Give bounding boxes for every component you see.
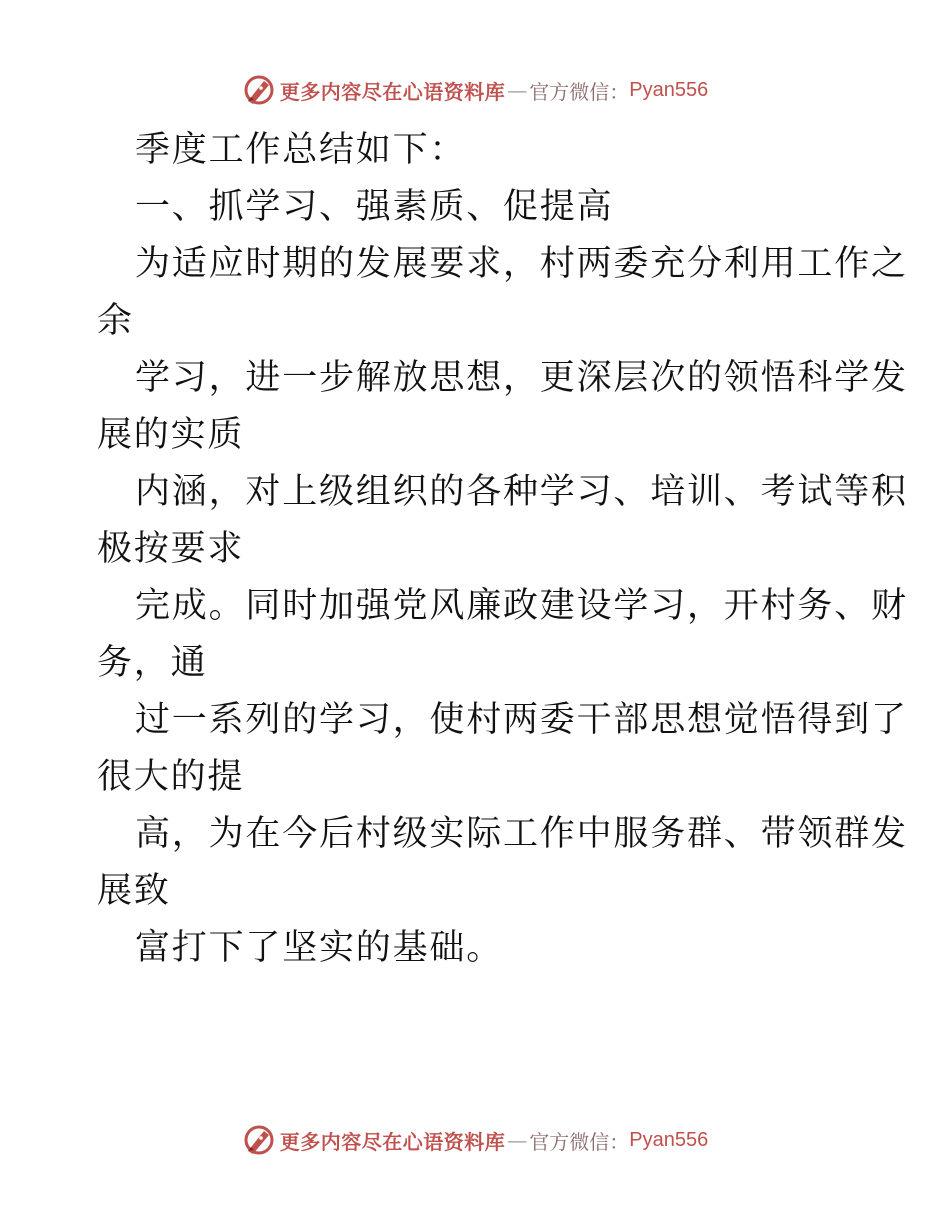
body-line: 过一系列的学习，使村两委干部思想觉悟得到了 <box>135 700 908 740</box>
footer-banner-content[interactable] <box>242 1123 708 1157</box>
body-line: 季度工作总结如下： <box>135 130 467 170</box>
body-line: 展致 <box>97 871 171 911</box>
header-banner <box>0 70 950 110</box>
banner-wechat-id: Pyan556 <box>629 1128 709 1151</box>
banner-wechat-label: 官方微信： <box>529 1129 630 1154</box>
body-line: 内涵，对上级组织的各种学习、培训、考试等积 <box>135 472 908 512</box>
banner-wechat-label: 官方微信： <box>529 79 630 104</box>
body-line: 富打下了坚实的基础。 <box>135 928 504 968</box>
pen-logo-icon <box>242 73 276 107</box>
body-line: 为适应时期的发展要求，村两委充分利用工作之 <box>135 244 908 284</box>
banner-wechat-id: Pyan556 <box>629 78 709 101</box>
pen-logo-icon <box>242 1123 276 1157</box>
body-line: 完成。同时加强党风廉政建设学习，开村务、财 <box>135 586 908 626</box>
document-body <box>97 122 908 977</box>
section-heading: 一、抓学习、强素质、促提高 <box>135 187 614 227</box>
body-line: 学习，进一步解放思想，更深层次的领悟科学发 <box>135 358 908 398</box>
header-banner-content[interactable] <box>242 73 708 107</box>
footer-banner <box>0 1120 950 1160</box>
banner-dash: — <box>507 1128 528 1152</box>
body-line: 很大的提 <box>97 757 245 797</box>
banner-main-text: 更多内容尽在心语资料库 <box>279 79 506 104</box>
banner-dash: — <box>507 78 528 102</box>
banner-main-text: 更多内容尽在心语资料库 <box>279 1129 506 1154</box>
body-line: 高，为在今后村级实际工作中服务群、带领群发 <box>135 814 908 854</box>
body-line: 极按要求 <box>97 529 245 569</box>
body-line: 展的实质 <box>97 415 245 455</box>
body-line: 务，通 <box>97 643 208 683</box>
body-line: 余 <box>97 301 134 341</box>
